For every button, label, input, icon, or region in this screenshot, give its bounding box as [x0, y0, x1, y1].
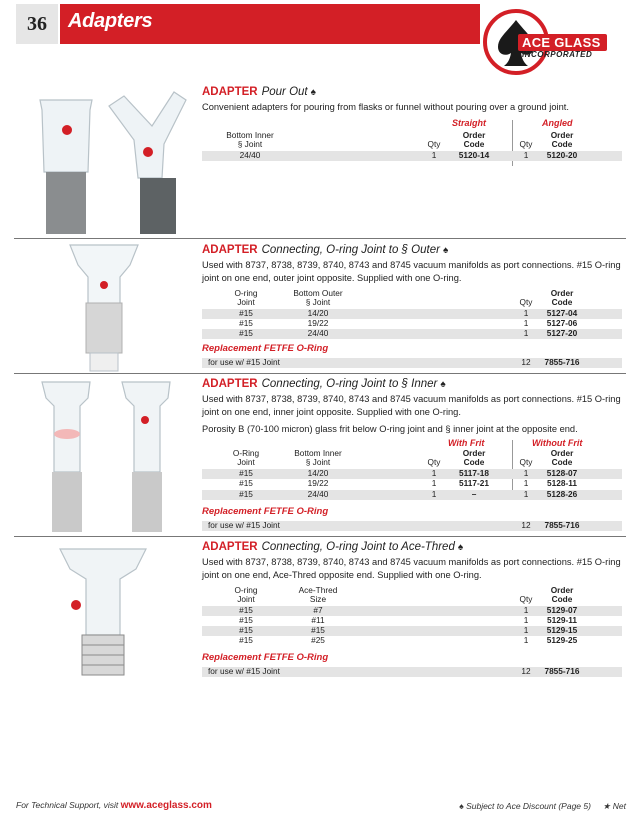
- replacement-code: 7855-716: [544, 357, 580, 367]
- cell-code: 5120-14: [458, 150, 490, 160]
- product-description: Convenient adapters for pouring from flasks or funnel without pouring over a ground joint.: [202, 102, 569, 112]
- product-name: Connecting, O-ring Joint to § Outer: [261, 244, 440, 256]
- page-number: 36: [16, 4, 58, 44]
- section-divider: [14, 238, 626, 239]
- website-link[interactable]: www.aceglass.com: [120, 800, 212, 811]
- cell-oring: #15: [239, 478, 253, 488]
- product-keyword: ADAPTER: [202, 378, 258, 390]
- cell-qty: 1: [523, 308, 529, 318]
- col-header: Order: [550, 130, 574, 140]
- cell-code: 5120-20: [546, 150, 578, 160]
- cell-qty: 1: [523, 468, 529, 478]
- cell-size: #7: [313, 605, 323, 615]
- col-header: Qty: [519, 297, 533, 307]
- col-header: § Joint: [237, 139, 263, 149]
- logo-subtitle: INCORPORATED: [522, 50, 593, 59]
- col-header: Order: [462, 448, 486, 458]
- cell-size: #11: [311, 615, 325, 625]
- product-oring-to-inner: [202, 378, 622, 531]
- net-note: ★ Net: [602, 801, 626, 811]
- support-note: [16, 800, 212, 811]
- cell-joint: 24/40: [307, 328, 329, 338]
- col-header: § Joint: [305, 297, 331, 307]
- cell-qty: 1: [523, 318, 529, 328]
- cell-qty: 1: [523, 150, 529, 160]
- table-row: [202, 479, 622, 489]
- logo-name: ACE GLASS: [518, 34, 607, 51]
- cell-joint: 24/40: [307, 489, 329, 499]
- col-header: Qty: [519, 457, 533, 467]
- cell-joint: 14/20: [307, 308, 329, 318]
- cell-qty: 1: [431, 478, 437, 488]
- replacement-row: [202, 667, 622, 677]
- cell-qty: 1: [431, 150, 437, 160]
- cell-code: 5129-11: [547, 615, 577, 625]
- cell-joint: 14/20: [307, 468, 329, 478]
- product-keyword: ADAPTER: [202, 86, 258, 98]
- cell-oring: #15: [239, 468, 253, 478]
- product-oring-to-ace-thred: [202, 541, 622, 677]
- cell-joint: 24/40: [239, 150, 261, 160]
- cell-oring: #15: [239, 328, 253, 338]
- oring-to-outer-adapter-image: [14, 241, 192, 373]
- col-header: Joint: [237, 457, 255, 467]
- col-header: Qty: [519, 594, 533, 604]
- cell-code: 5129-15: [546, 625, 578, 635]
- col-header: Code: [551, 297, 573, 307]
- col-header: Joint: [237, 297, 255, 307]
- group-header-angled: Angled: [542, 118, 573, 128]
- discount-spade-icon: ♠: [457, 542, 464, 553]
- discount-spade-icon: ♠: [440, 379, 446, 390]
- cell-qty: 1: [523, 625, 529, 635]
- cell-qty: 1: [523, 635, 529, 645]
- cell-code: 5127-04: [546, 308, 578, 318]
- product-keyword: ADAPTER: [202, 244, 258, 256]
- replacement-text: for use w/ #15 Joint: [208, 520, 280, 530]
- product-table: [202, 586, 622, 648]
- replacement-title: Replacement FETFE O-Ring: [202, 652, 329, 663]
- product-description: Used with 8737, 8738, 8739, 8740, 8743 and 8745 vacuum manifolds as port connections. #15 O-ring joint on one end, Ace-Thred opposite end. Supplied with one O-ring.: [202, 557, 621, 580]
- product-title: [202, 378, 622, 390]
- replacement-code: 7855-716: [544, 666, 580, 676]
- product-keyword: ADAPTER: [202, 541, 258, 553]
- cell-oring: #15: [239, 605, 253, 615]
- cell-code: 5127-20: [546, 328, 578, 338]
- col-header: Order: [550, 288, 574, 298]
- cell-qty: 1: [523, 489, 529, 499]
- product-pour-out: [202, 86, 622, 168]
- col-header: Bottom Outer: [293, 288, 343, 298]
- col-header: Order: [550, 448, 574, 458]
- footnotes: [459, 801, 626, 812]
- replacement-text: for use w/ #15 Joint: [208, 357, 280, 367]
- product-title: [202, 541, 622, 553]
- discount-spade-icon: ♠: [442, 245, 449, 256]
- cell-oring: #15: [239, 635, 253, 645]
- col-header: Order: [462, 130, 486, 140]
- cell-oring: #15: [239, 625, 253, 635]
- col-header: O-ring: [234, 585, 258, 595]
- group-header-without-frit: Without Frit: [532, 438, 583, 448]
- cell-code: 5127-06: [546, 318, 578, 328]
- col-header: Code: [551, 139, 573, 149]
- product-description: Used with 8737, 8738, 8739, 8740, 8743 and 8745 vacuum manifolds as port connections. #15 O-ring joint on one end, outer joint opposite. Supplied with one O-ring.: [202, 260, 621, 283]
- col-header: § Joint: [305, 457, 331, 467]
- oring-to-ace-thred-adapter-image: [14, 539, 192, 687]
- pour-out-adapters-image: [14, 86, 192, 238]
- support-prefix: For Technical Support, visit: [16, 800, 119, 810]
- col-header: Order: [550, 585, 574, 595]
- col-header: Code: [551, 594, 573, 604]
- table-row: [202, 636, 622, 646]
- col-header: Qty: [519, 139, 533, 149]
- product-table-continued: [202, 489, 622, 502]
- table-row: [202, 151, 622, 161]
- cell-joint: 19/22: [307, 318, 329, 328]
- replacement-row: [202, 358, 622, 368]
- product-title: [202, 86, 622, 98]
- cell-code: 5129-25: [546, 635, 578, 645]
- col-header: Size: [309, 594, 327, 604]
- col-header: Code: [463, 457, 485, 467]
- col-header: Bottom Inner: [294, 448, 342, 458]
- cell-code: 5117-21: [459, 478, 489, 488]
- section-divider: [14, 373, 626, 374]
- cell-qty: 1: [431, 468, 437, 478]
- col-header: Code: [463, 139, 485, 149]
- section-divider: [14, 536, 626, 537]
- table-row: [202, 329, 622, 339]
- cell-code: 5129-07: [546, 605, 578, 615]
- cell-qty: 1: [431, 489, 437, 499]
- product-name: Connecting, O-ring Joint to § Inner: [261, 378, 438, 390]
- cell-code: 5117-18: [459, 468, 489, 478]
- product-title: [202, 244, 622, 256]
- cell-size: #25: [311, 635, 325, 645]
- cell-size: #15: [311, 625, 325, 635]
- cell-oring: #15: [239, 308, 253, 318]
- group-header-straight: Straight: [452, 118, 487, 128]
- cell-oring: #15: [239, 489, 253, 499]
- cell-joint: 19/22: [307, 478, 329, 488]
- replacement-text: for use w/ #15 Joint: [208, 666, 280, 676]
- col-header: Qty: [427, 139, 441, 149]
- page-header: [0, 0, 638, 59]
- cell-qty: 1: [523, 615, 529, 625]
- replacement-qty: 12: [521, 520, 531, 530]
- product-table: [202, 118, 622, 168]
- col-header: Ace-Thred: [298, 585, 338, 595]
- cell-oring: #15: [239, 318, 253, 328]
- product-oring-to-outer: [202, 244, 622, 368]
- col-header: Joint: [237, 594, 255, 604]
- cell-oring: #15: [239, 615, 253, 625]
- product-description: Used with 8737, 8738, 8739, 8740, 8743 and 8745 vacuum manifolds as port connections. #15 O-ring joint on one end, inner joint opposite. Supplied with one O-ring.: [202, 394, 621, 417]
- cell-code: 5128-11: [547, 478, 577, 488]
- col-header: Qty: [427, 457, 441, 467]
- discount-spade-icon: ♠: [310, 87, 316, 98]
- table-row: [202, 490, 622, 500]
- cell-qty: 1: [523, 478, 529, 488]
- replacement-qty: 12: [521, 666, 531, 676]
- replacement-title: Replacement FETFE O-Ring: [202, 343, 329, 354]
- replacement-title: Replacement FETFE O-Ring: [202, 506, 329, 517]
- product-name: Connecting, O-ring Joint to Ace-Thred: [261, 541, 455, 553]
- product-description-frit: Porosity B (70-100 micron) glass frit below O-ring joint and § inner joint at the opposite end.: [202, 424, 578, 434]
- col-header: Code: [551, 457, 573, 467]
- group-header-with-frit: With Frit: [448, 438, 485, 448]
- cell-code: –: [471, 489, 477, 499]
- col-header: O-Ring: [232, 448, 260, 458]
- replacement-qty: 12: [521, 357, 531, 367]
- replacement-row: [202, 521, 622, 531]
- replacement-code: 7855-716: [544, 520, 580, 530]
- cell-code: 5128-07: [546, 468, 578, 478]
- col-header: Bottom Inner: [226, 130, 274, 140]
- product-table: [202, 438, 622, 492]
- cell-qty: 1: [523, 605, 529, 615]
- product-name: Pour Out: [261, 86, 308, 98]
- product-table: [202, 289, 622, 341]
- cell-qty: 1: [523, 328, 529, 338]
- oring-to-inner-adapter-image: [14, 376, 192, 536]
- col-header: O-ring: [234, 288, 258, 298]
- cell-code: 5128-26: [546, 489, 578, 499]
- section-title: Adapters: [68, 10, 153, 32]
- discount-note: ♠ Subject to Ace Discount (Page 5): [459, 801, 591, 811]
